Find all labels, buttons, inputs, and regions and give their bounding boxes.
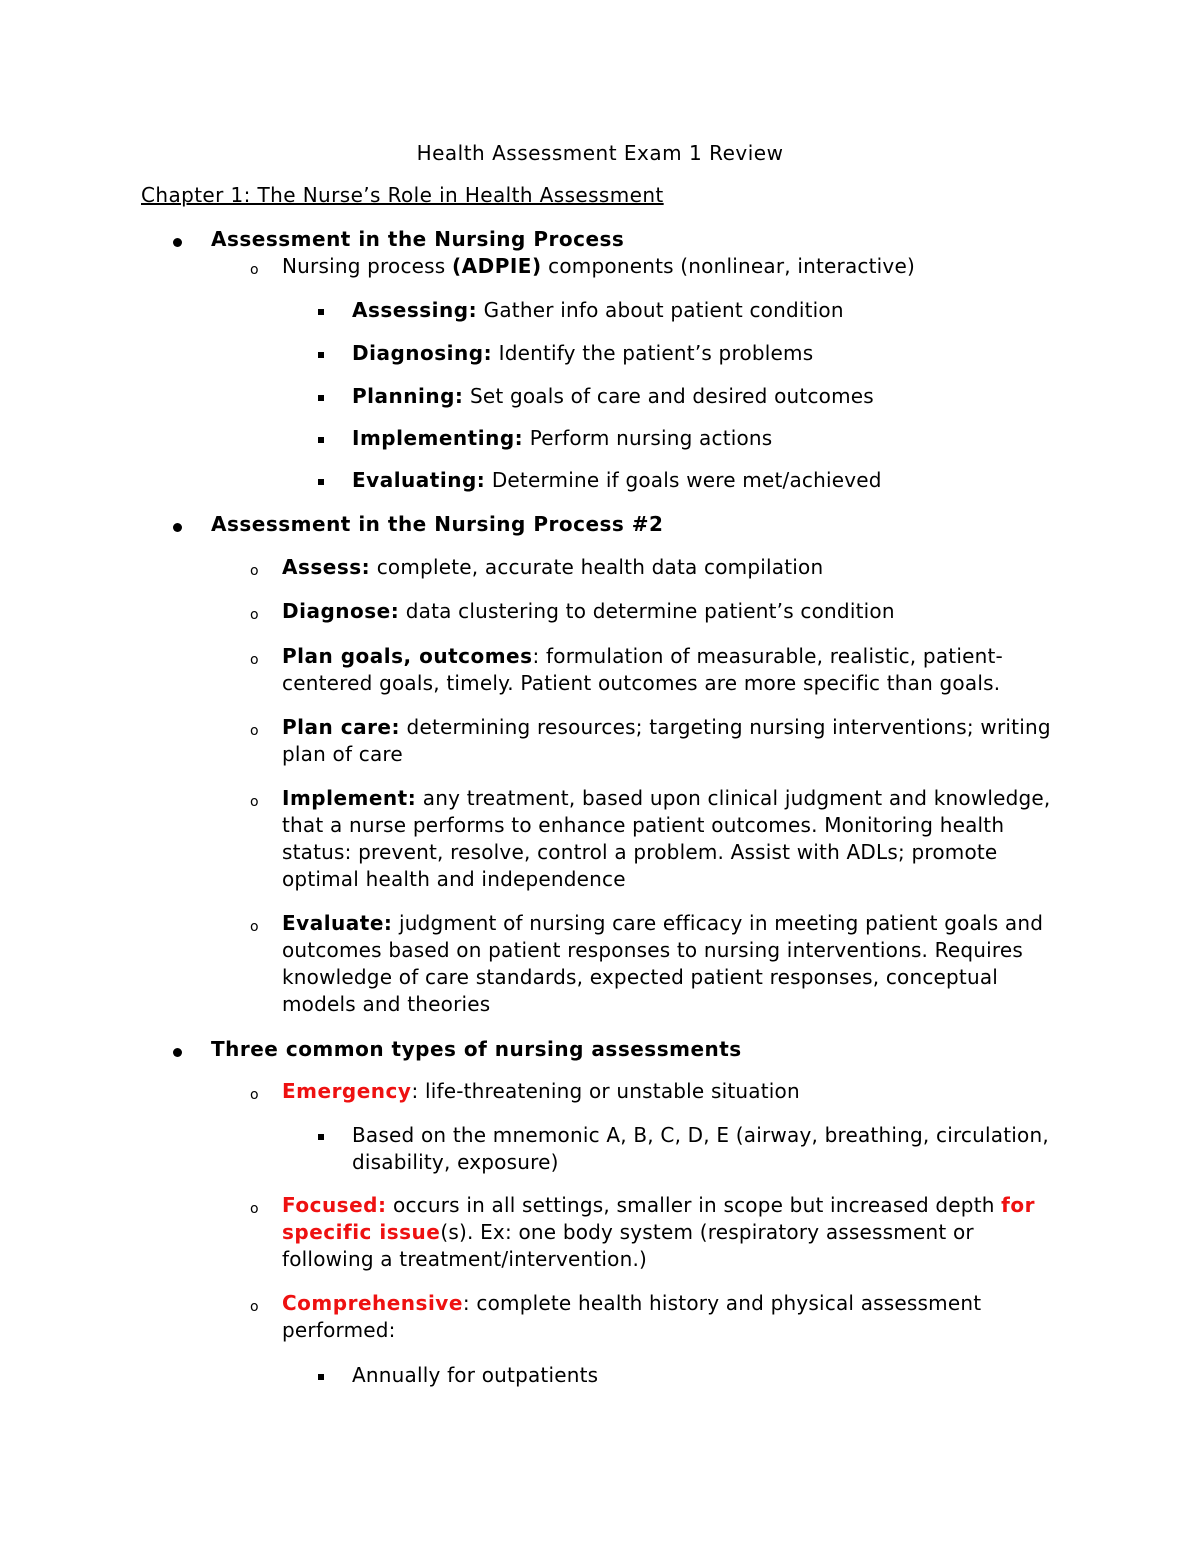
bullet-square-icon (318, 479, 324, 485)
bullet-square-icon (318, 1134, 324, 1140)
document-title: Health Assessment Exam 1 Review (416, 141, 784, 165)
bullet-circle-icon: o (250, 607, 259, 623)
bullet-circle-icon: o (250, 262, 259, 278)
bullet-dot-icon (173, 1048, 182, 1057)
bullet-square-icon (318, 352, 324, 358)
bullet-square-icon (318, 437, 324, 443)
section-heading-text: Assessment in the Nursing Process #2 (211, 512, 664, 536)
bullet-circle-icon: o (250, 723, 259, 739)
section-heading-text: Three common types of nursing assessments (211, 1037, 742, 1061)
bullet-dot-icon (173, 238, 182, 247)
bullet-dot-icon (173, 523, 182, 532)
bullet-circle-icon: o (250, 1201, 259, 1217)
chapter-heading: Chapter 1: The Nurse’s Role in Health Assessment (141, 183, 664, 207)
bullet-circle-icon: o (250, 794, 259, 810)
bullet-circle-icon: o (250, 563, 259, 579)
bullet-circle-icon: o (250, 1087, 259, 1103)
bullet-square-icon (318, 1374, 324, 1380)
bullet-circle-icon: o (250, 1299, 259, 1315)
bullet-square-icon (318, 309, 324, 315)
section-heading-text: Assessment in the Nursing Process (211, 227, 625, 251)
bullet-circle-icon: o (250, 652, 259, 668)
bullet-circle-icon: o (250, 919, 259, 935)
document-page: Health Assessment Exam 1 Review Chapter 1: The Nurse’s Role in Health Assessment Assessment in the Nursing Process o Nursing process (ADPIE) components (nonlinear, interactive) Assessing: Gather info about patient condition Diagnosing: Identify the patient’s problems Planning: Set goals of care and desired outcomes Implementing: Perform nursing actions Evaluating: Determine if goals were met/achieved Assessment in the Nursing Process #2 o Assess: complete, accurate health data compilation o Diagnose: data clustering to determine patient’s condition o Plan goals, outcomes: formulation of measurable, realistic, patient-centered goals, timely. Patient outcomes are more specific than goals. o Plan care: determining resources; targeting nursing interventions; writing plan of care o Implement: any treatment, based upon clinical judgment and knowledge, that a nurse performs to enhance patient outcomes. Monitoring health status: prevent, resolve, control a problem. Assist with ADLs; promote optimal health and independence o Evaluate: judgment of nursing care efficacy in meeting patient goals and outcomes based on patient responses to nursing interventions. Requires knowledge of care standards, expected patient responses, conceptual models and theories Three common types of nursing assessments o Emergency: life-threatening or unstable situation Based on the mnemonic A, B, C, D, E (airway, breathing, circulation, disability, exposure) o Focused: occurs in all settings, smaller in scope but increased depth for specific issue(s). Ex: one body system (respiratory assessment or following a treatment/intervention.) o Comprehensive: complete health history and physical assessment performed: Annually for outpatients (0, 0, 1200, 1553)
bullet-square-icon (318, 395, 324, 401)
